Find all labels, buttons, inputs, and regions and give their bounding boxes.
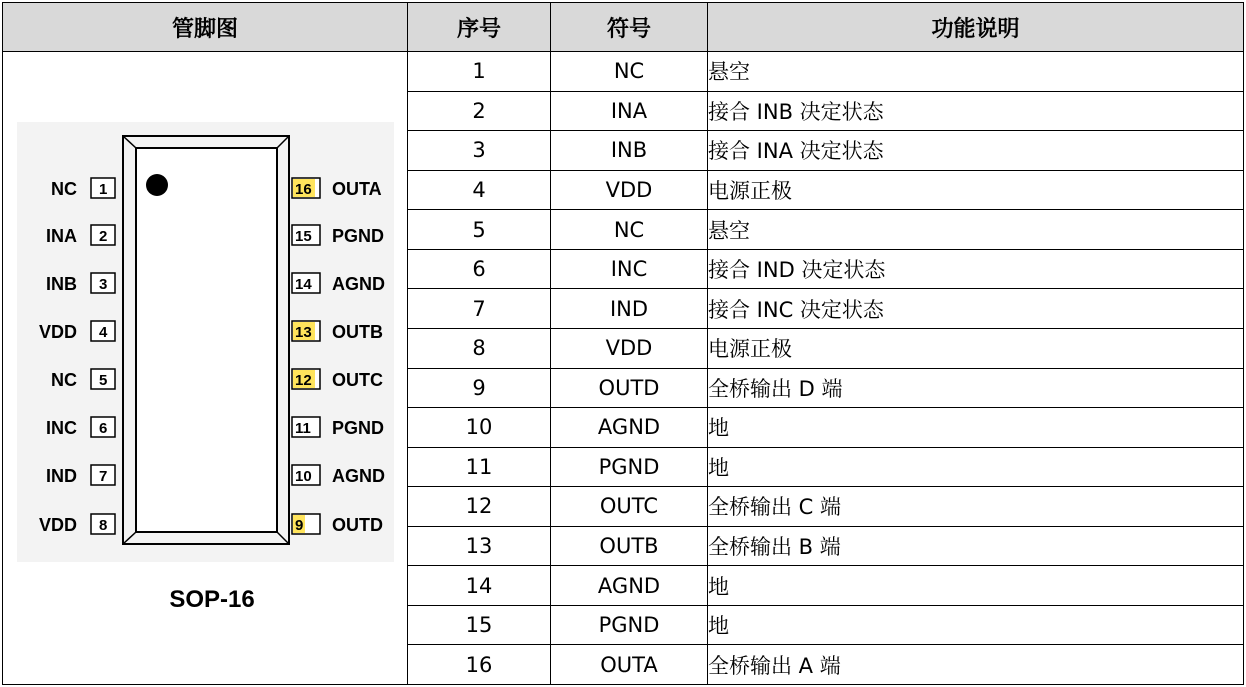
pin-function-table [2,2,1244,685]
pin-symbol-cell: INB [551,131,708,171]
pin-9-number: 9 [295,517,304,534]
pin-7-number: 7 [99,468,108,485]
pin-11-number: 11 [295,420,311,437]
pin-description-cell: 电源正极 [708,328,1244,368]
pin-symbol-cell: NC [551,210,708,250]
pin-13-label: OUTB [332,322,383,342]
pin-symbol-cell: PGND [551,447,708,487]
pin-description-cell: 全桥输出 C 端 [708,487,1244,527]
pin-description-cell: 悬空 [708,210,1244,250]
pin-number-cell: 13 [408,526,551,566]
pinout-diagram-cell [3,52,408,685]
table-header-row [3,3,1244,52]
header-function: 功能说明 [708,3,1244,52]
pin-symbol-cell: OUTB [551,526,708,566]
pin-10-label: AGND [332,466,385,486]
pin-number-cell: 8 [408,328,551,368]
pin-description-cell: 地 [708,408,1244,448]
pin-description-cell: 全桥输出 B 端 [708,526,1244,566]
pin-1-label: NC [51,179,77,199]
pin-14-label: AGND [332,274,385,294]
pin-symbol-cell: OUTA [551,645,708,685]
pin-15-label: PGND [332,226,385,246]
pin-5-label: NC [51,370,77,390]
pin-10-number: 10 [295,468,312,485]
pin-2-label: INA [46,226,77,246]
table-row [3,52,1244,92]
pin-number-cell: 15 [408,605,551,645]
pin-symbol-cell: IND [551,289,708,329]
pin-15-number: 15 [295,228,312,245]
pin-16-number: 16 [295,181,312,198]
pin-5-number: 5 [99,372,108,389]
pin1-marker-dot [146,174,168,196]
pin-symbol-cell: AGND [551,408,708,448]
pin-symbol-cell: OUTC [551,487,708,527]
pin-9-label: OUTD [332,515,383,535]
sop16-pinout-diagram [3,52,408,686]
pin-number-cell: 10 [408,408,551,448]
pin-number-cell: 4 [408,170,551,210]
package-label: SOP-16 [169,586,255,613]
pin-14-number: 14 [295,276,312,293]
header-symbol: 符号 [551,3,708,52]
pin-16-label: OUTA [332,179,382,199]
pin-8-label: VDD [38,515,77,535]
pin-description-cell: 地 [708,605,1244,645]
pin-number-cell: 9 [408,368,551,408]
pin-symbol-cell: PGND [551,605,708,645]
pin-3-label: INB [46,274,77,294]
pin-description-cell: 接合 IND 决定状态 [708,249,1244,289]
pin-13-number: 13 [295,324,312,341]
pin-number-cell: 2 [408,91,551,131]
pin-2-number: 2 [99,228,108,245]
pin-symbol-cell: AGND [551,566,708,606]
pin-6-number: 6 [99,420,108,437]
pin-description-cell: 全桥输出 D 端 [708,368,1244,408]
pin-symbol-cell: OUTD [551,368,708,408]
pin-description-cell: 地 [708,566,1244,606]
pin-number-cell: 5 [408,210,551,250]
pin-1-number: 1 [99,181,108,198]
pin-description-cell: 悬空 [708,52,1244,92]
pin-7-label: IND [46,466,77,486]
pin-3-number: 3 [99,276,108,293]
pin-12-label: OUTC [332,370,383,390]
pin-4-label: VDD [38,322,77,342]
pin-8-number: 8 [99,517,108,534]
pin-number-cell: 1 [408,52,551,92]
pin-number-cell: 16 [408,645,551,685]
pin-number-cell: 11 [408,447,551,487]
pin-symbol-cell: INC [551,249,708,289]
pin-6-label: INC [46,418,77,438]
pin-symbol-cell: VDD [551,328,708,368]
header-number: 序号 [408,3,551,52]
pin-11-label: PGND [332,418,385,438]
pin-description-cell: 全桥输出 A 端 [708,645,1244,685]
pin-12-number: 12 [295,372,312,389]
pin-description-cell: 电源正极 [708,170,1244,210]
pin-number-cell: 7 [408,289,551,329]
pin-number-cell: 6 [408,249,551,289]
pin-symbol-cell: NC [551,52,708,92]
pin-number-cell: 12 [408,487,551,527]
pin-description-cell: 地 [708,447,1244,487]
chip-inner-body [136,148,277,532]
pin-description-cell: 接合 INC 决定状态 [708,289,1244,329]
pin-4-number: 4 [99,324,108,341]
pin-symbol-cell: INA [551,91,708,131]
pin-description-cell: 接合 INA 决定状态 [708,131,1244,171]
pin-number-cell: 14 [408,566,551,606]
pin-number-cell: 3 [408,131,551,171]
pin-symbol-cell: VDD [551,170,708,210]
header-diagram: 管脚图 [3,3,408,52]
pin-description-cell: 接合 INB 决定状态 [708,91,1244,131]
